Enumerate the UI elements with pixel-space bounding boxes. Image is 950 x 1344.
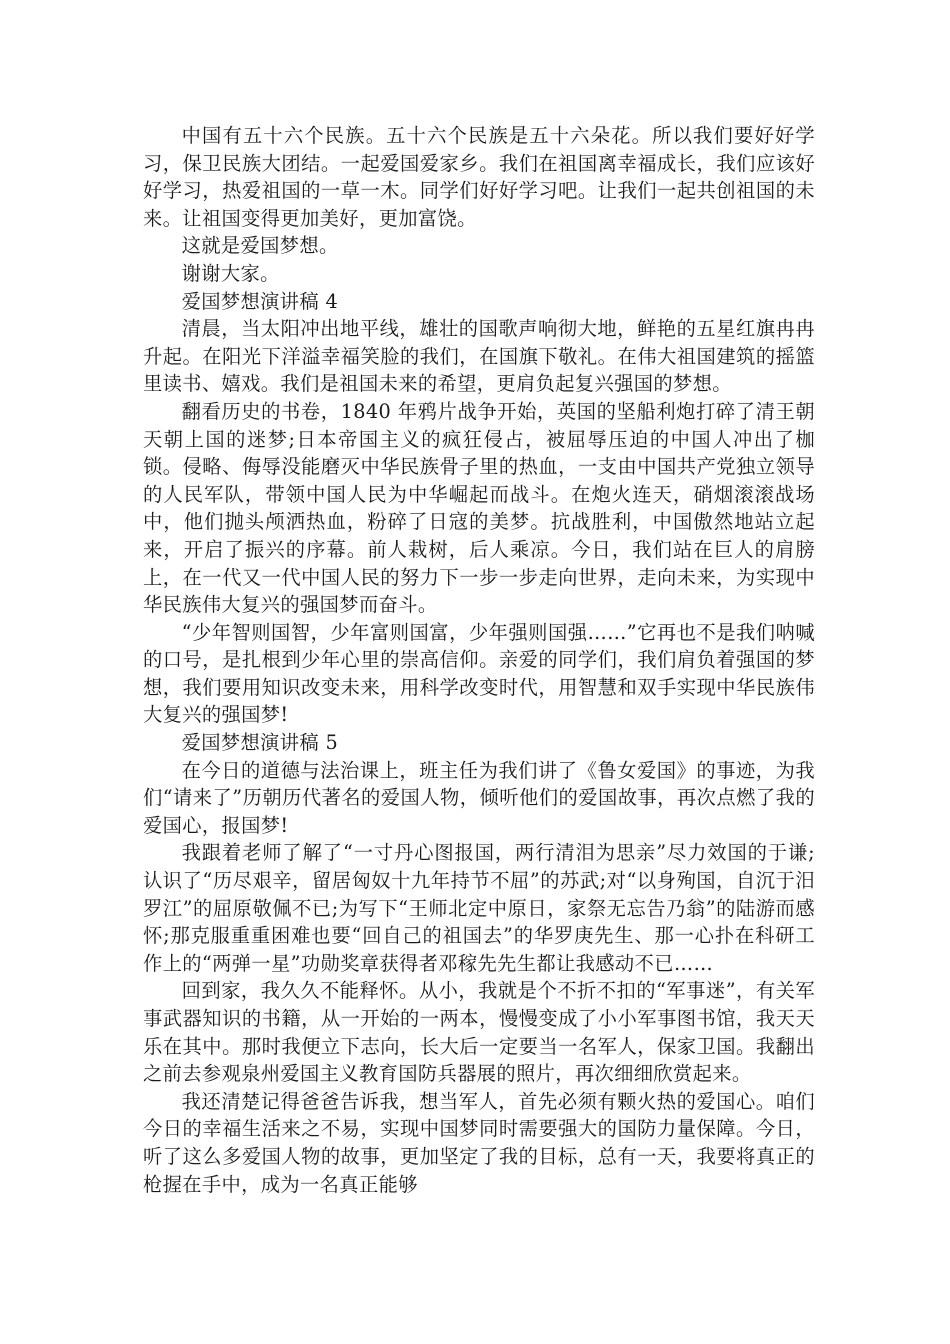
paragraph: 翻看历史的书卷，1840 年鸦片战争开始，英国的坚船利炮打碎了清王朝天朝上国的迷梦;日本帝国主义的疯狂侵占，被屈辱压迫的中国人冲出了枷锁。侵略、侮辱没能磨灭中华民族骨子里的热血，一支由中国共产党独立领导的人民军队，带领中国人民为中华崛起而战斗。在炮火连天，硝烟滚滚战场中，他们抛头颅洒热血，粉碎了日寇的美梦。抗战胜利，中国傲然地站立起来，开启了振兴的序幕。前人栽树，后人乘凉。今日，我们站在巨人的肩膀上，在一代又一代中国人民的努力下一步一步走向世界，走向未来，为实现中华民族伟大复兴的强国梦而奋斗。 xyxy=(143,399,815,617)
paragraph: 回到家，我久久不能释怀。从小，我就是个不折不扣的“军事迷”，有关军事武器知识的书籍，从一开始的一两本，慢慢变成了小小军事图书馆，我天天乐在其中。那时我便立下志向，长大后一定要当一名军人，保家卫国。我翻出之前去参观泉州爱国主义教育国防兵器展的照片，再次细细欣赏起来。 xyxy=(143,979,815,1086)
paragraph: “少年智则国智，少年富则国富，少年强则国强……”它再也不是我们呐喊的口号，是扎根到少年心里的崇高信仰。亲爱的同学们，我们肩负着强国的梦想，我们要用知识改变未来，用科学改变时代，用智慧和双手实现中华民族伟大复兴的强国梦! xyxy=(143,620,815,727)
paragraph: 我跟着老师了解了“一寸丹心图报国，两行清泪为思亲”尽力效国的于谦;认识了“历尽艰辛，留居匈奴十九年持节不屈”的苏武;对“以身殉国，自沉于汨罗江”的屈原敬佩不已;为写下“王师北定中原日，家祭无忘告乃翁”的陆游而感怀;那克服重重困难也要“回自己的祖国去”的华罗庚先生、那一心扑在科研工作上的“两弹一星”功勋奖章获得者邓稼先先生都让我感动不已…… xyxy=(143,841,815,975)
section-heading: 爱国梦想演讲稿 4 xyxy=(181,289,339,313)
paragraph: 在今日的道德与法治课上，班主任为我们讲了《鲁女爱国》的事迹，为我们“请来了”历朝历代著名的爱国人物，倾听他们的爱国故事，再次点燃了我的爱国心，报国梦! xyxy=(143,758,815,837)
paragraph: 谢谢大家。 xyxy=(181,261,280,285)
document-body xyxy=(143,122,815,1198)
paragraph: 这就是爱国梦想。 xyxy=(181,234,339,258)
section-heading: 爱国梦想演讲稿 5 xyxy=(181,731,339,755)
paragraph: 清晨，当太阳冲出地平线，雄壮的国歌声响彻大地，鲜艳的五星红旗冉冉升起。在阳光下洋溢幸福笑脸的我们，在国旗下敬礼。在伟大祖国建筑的摇篮里读书、嬉戏。我们是祖国未来的希望，更肩负起复兴强国的梦想。 xyxy=(143,317,815,396)
paragraph: 我还清楚记得爸爸告诉我，想当军人，首先必须有颗火热的爱国心。咱们今日的幸福生活来之不易，实现中国梦同时需要强大的国防力量保障。今日，听了这么多爱国人物的故事，更加坚定了我的目标，总有一天，我要将真正的枪握在手中，成为一名真正能够 xyxy=(143,1089,815,1196)
paragraph: 中国有五十六个民族。五十六个民族是五十六朵花。所以我们要好好学习，保卫民族大团结。一起爱国爱家乡。我们在祖国离幸福成长，我们应该好好学习，热爱祖国的一草一木。同学们好好学习吧。让我们一起共创祖国的未来。让祖国变得更加美好，更加富饶。 xyxy=(143,124,815,230)
